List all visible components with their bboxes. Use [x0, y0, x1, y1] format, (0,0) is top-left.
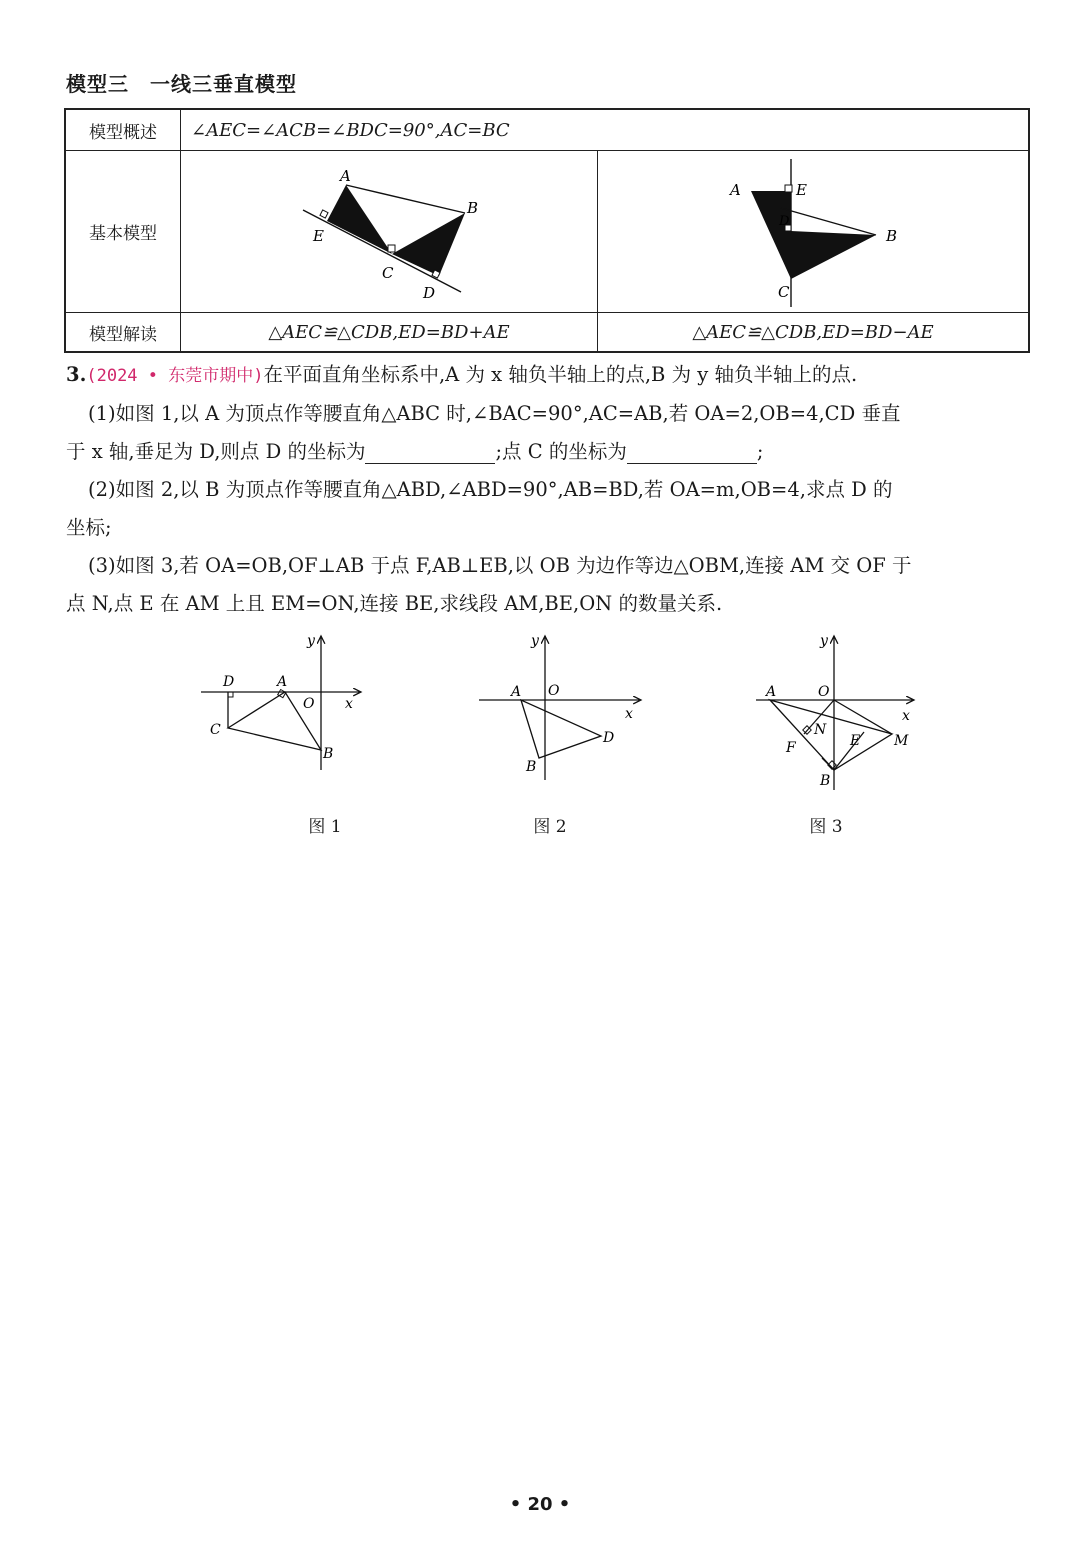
figure-1	[195, 630, 375, 775]
left-label-A: A	[340, 167, 351, 185]
part1-text-c: ;	[756, 440, 764, 463]
fig2-A: A	[511, 684, 522, 700]
part3-line2: 点 N,点 E 在 AM 上且 EM=ON,连接 BE,求线段 AM,BE,ON 的数量关系.	[66, 592, 723, 615]
right-label-E: E	[796, 181, 807, 199]
part1-line2	[66, 433, 1034, 471]
fig1-C: C	[210, 722, 221, 738]
figure-3	[752, 630, 932, 790]
page-number: • 20 •	[509, 1494, 571, 1515]
fig3-N: N	[814, 722, 827, 738]
part3-line1: (3)如图 3,若 OA=OB,OF⊥AB 于点 F,AB⊥EB,以 OB 为边作等边△OBM,连接 AM 交 OF 于	[88, 554, 912, 577]
overview-label: 模型概述	[65, 109, 181, 151]
figure-1-caption: 图 1	[308, 817, 342, 837]
fig1-D: D	[223, 674, 235, 690]
fig2-O: O	[548, 683, 560, 699]
fig3-O: O	[818, 684, 830, 700]
section-title: 模型三 一线三垂直模型	[66, 72, 297, 96]
model-diagram-right	[598, 151, 1028, 307]
left-label-B: B	[467, 199, 479, 217]
right-label-B: B	[886, 227, 898, 245]
answer-blank-d[interactable]	[365, 437, 495, 464]
reading-left: △AEC≌△CDB,ED=BD+AE	[181, 313, 598, 353]
fig3-y: y	[820, 633, 828, 649]
fig3-M: M	[894, 733, 909, 749]
part1-text-b: ;点 C 的坐标为	[495, 440, 627, 463]
fig3-E: E	[850, 733, 861, 749]
fig3-F: F	[786, 740, 796, 756]
left-label-C: C	[382, 264, 394, 282]
problem-stem-line	[66, 356, 1034, 395]
fig1-x: x	[345, 696, 353, 712]
problem-source: (2024 • 东莞市期中)	[86, 366, 264, 386]
problem-number: 3.	[66, 363, 87, 386]
fig3-A: A	[766, 684, 777, 700]
left-label-D: D	[423, 284, 436, 302]
figure-2	[475, 630, 655, 780]
fig2-B: B	[526, 759, 537, 775]
basic-model-figure-right	[598, 151, 1030, 313]
right-label-D: D	[779, 214, 790, 229]
reading-right: △AEC≌△CDB,ED=BD−AE	[598, 313, 1030, 353]
part2-line1: (2)如图 2,以 B 为顶点作等腰直角△ABD,∠ABD=90°,AB=BD,若 OA=m,OB=4,求点 D 的	[88, 478, 893, 501]
fig2-y: y	[531, 633, 539, 649]
part2-line2: 坐标;	[66, 516, 112, 539]
right-label-C: C	[778, 283, 790, 301]
left-label-E: E	[313, 227, 324, 245]
fig2-D: D	[603, 730, 615, 746]
model-table	[64, 108, 1030, 353]
fig3-x: x	[902, 708, 910, 724]
figure-2-caption: 图 2	[533, 817, 567, 837]
fig1-B: B	[323, 746, 334, 762]
fig1-A: A	[277, 674, 288, 690]
fig3-B: B	[820, 773, 831, 789]
right-label-A: A	[730, 181, 741, 199]
figure-3-caption: 图 3	[809, 817, 843, 837]
answer-blank-c[interactable]	[627, 437, 757, 464]
fig2-x: x	[625, 706, 633, 722]
basic-model-label: 基本模型	[65, 151, 181, 313]
overview-text: ∠AEC=∠ACB=∠BDC=90°,AC=BC	[181, 109, 1030, 151]
problem-3	[66, 356, 1034, 623]
part1-line1: (1)如图 1,以 A 为顶点作等腰直角△ABC 时,∠BAC=90°,AC=AB,若 OA=2,OB=4,CD 垂直	[88, 402, 901, 425]
fig1-y: y	[307, 633, 315, 649]
reading-label: 模型解读	[65, 313, 181, 353]
problem-stem: 在平面直角坐标系中,A 为 x 轴负半轴上的点,B 为 y 轴负半轴上的点.	[263, 363, 858, 386]
basic-model-figure-left	[181, 151, 598, 313]
part1-text-a: 于 x 轴,垂足为 D,则点 D 的坐标为	[66, 440, 366, 463]
model-diagram-left	[181, 151, 597, 307]
fig1-O: O	[303, 696, 315, 712]
